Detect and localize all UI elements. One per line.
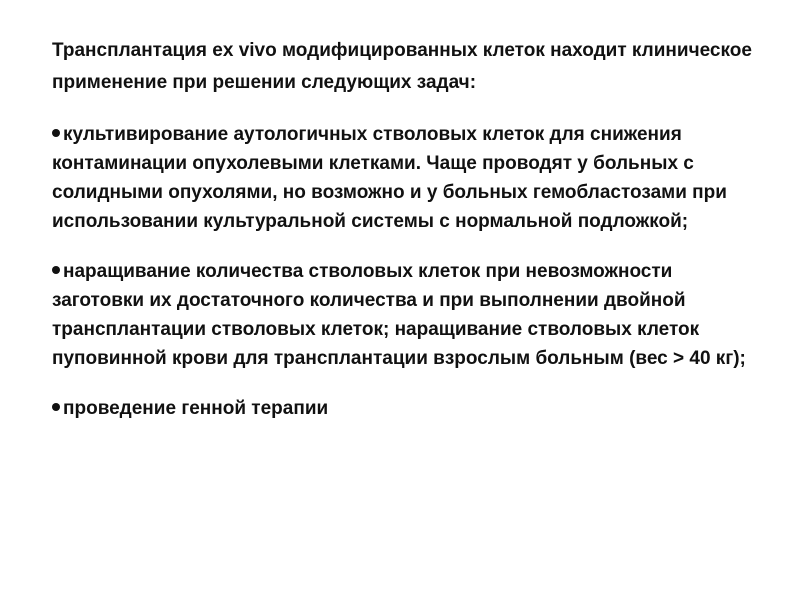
bullet-icon <box>52 266 60 274</box>
list-item <box>52 120 760 236</box>
list-item <box>52 394 760 423</box>
bullet-text: наращивание количества стволовых клеток при невозможности заготовки их достаточного количества и при выполнении двойной трансплантации стволовых клеток; наращивание стволовых клеток пуповинной крови для трансплантации взрослым больным (вес > 40 кг); <box>52 261 746 369</box>
list-item <box>52 257 760 373</box>
bullet-text: культивирование аутологичных стволовых клеток для снижения контаминации опухолевыми клетками. Чаще проводят у больных с солидными опухолями, но возможно и у больных гемобластозами при использовании культуральной системы с нормальной подложкой; <box>52 124 727 232</box>
bullet-icon <box>52 403 60 411</box>
bullet-text: проведение генной терапии <box>63 398 329 419</box>
bullet-list <box>52 120 760 423</box>
intro-paragraph: Трансплантация ex vivo модифицированных клеток находит клиническое применение при решении следующих задач: <box>52 40 752 93</box>
bullet-icon <box>52 129 60 137</box>
